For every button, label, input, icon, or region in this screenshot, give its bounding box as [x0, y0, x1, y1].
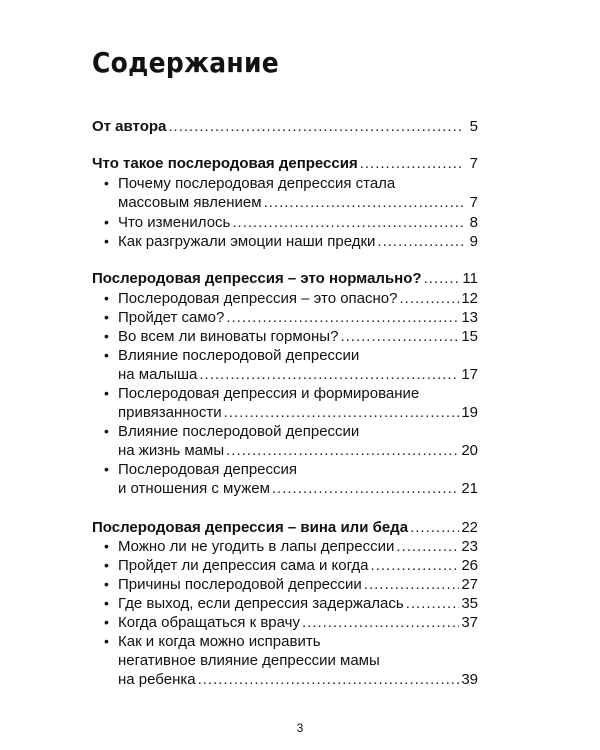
toc-entry[interactable]	[104, 575, 478, 594]
toc-entry-text: Влияние послеродовой депрессии	[118, 423, 360, 440]
toc-page-number: 39	[461, 671, 478, 688]
toc-page-number: 21	[461, 480, 478, 497]
leader-dots	[232, 213, 464, 232]
leader-dots	[199, 365, 459, 384]
toc-entry-text: Послеродовая депрессия	[118, 461, 298, 478]
toc-page-number: 11	[462, 270, 478, 287]
toc-entry-text: негативное влияние депрессии мамы	[118, 652, 380, 669]
toc-entry[interactable]	[104, 460, 478, 498]
toc-page-number: 12	[461, 290, 478, 307]
bullet-icon: •	[104, 576, 109, 592]
toc-page-number: 15	[461, 328, 478, 345]
leader-dots	[364, 575, 460, 594]
page-number: 3	[296, 721, 304, 735]
toc-page-number: 37	[461, 614, 478, 631]
toc-entry-text: Что изменилось	[118, 214, 231, 231]
toc-entry[interactable]	[104, 289, 478, 308]
bullet-icon: •	[104, 557, 109, 573]
toc-entry-text: Можно ли не угодить в лапы депрессии	[118, 538, 395, 555]
bullet-icon: •	[104, 233, 109, 249]
toc-entry-text: Причины послеродовой депрессии	[118, 576, 362, 593]
leader-dots	[168, 117, 464, 136]
toc-page-number: 17	[461, 366, 478, 383]
toc-entry-text: Пройдет само?	[118, 309, 225, 326]
bullet-icon: •	[104, 290, 109, 306]
toc-entry-text: привязанности	[118, 404, 222, 421]
toc-entry[interactable]	[104, 213, 478, 232]
toc-entry-text: на малыша	[118, 366, 198, 383]
toc-section-heading[interactable]	[92, 269, 478, 288]
bullet-icon: •	[104, 633, 109, 649]
leader-dots	[226, 441, 459, 460]
bullet-icon: •	[104, 461, 109, 477]
toc-entry-text: массовым явлением	[118, 194, 262, 211]
toc-page-number: 9	[469, 233, 478, 250]
toc-entry-text: и отношения с мужем	[118, 480, 270, 497]
toc-entry[interactable]	[104, 422, 478, 460]
toc-entry-text: Когда обращаться к врачу	[118, 614, 300, 631]
toc-page-number: 27	[461, 576, 478, 593]
toc-entry[interactable]	[104, 327, 478, 346]
page-title: Содержание	[92, 46, 280, 79]
toc-entry-text: Послеродовая депрессия – это нормально?	[92, 270, 422, 287]
leader-dots	[226, 308, 459, 327]
bullet-icon: •	[104, 175, 109, 191]
toc-entry[interactable]	[104, 537, 478, 556]
bullet-icon: •	[104, 328, 109, 344]
toc-entry[interactable]	[104, 232, 478, 251]
toc-entry[interactable]	[104, 174, 478, 212]
toc-entry[interactable]	[104, 632, 478, 689]
leader-dots	[264, 193, 464, 212]
bullet-icon: •	[104, 423, 109, 439]
toc-entry-author[interactable]	[92, 117, 478, 136]
toc-page-number: 20	[461, 442, 478, 459]
leader-dots	[424, 269, 461, 288]
toc-page-number: 7	[469, 155, 478, 172]
toc-page-number: 5	[469, 118, 478, 135]
toc-page-number: 26	[461, 557, 478, 574]
toc-entry[interactable]	[104, 384, 478, 422]
toc-entry[interactable]	[104, 346, 478, 384]
toc-entry-text: Пройдет ли депрессия сама и когда	[118, 557, 369, 574]
toc-page-number: 13	[461, 309, 478, 326]
bullet-icon: •	[104, 347, 109, 363]
toc-entry-text: на ребенка	[118, 671, 196, 688]
toc-entry[interactable]	[104, 594, 478, 613]
toc-entry-text: Почему послеродовая депрессия стала	[118, 175, 396, 192]
toc-entry-text: Влияние послеродовой депрессии	[118, 347, 360, 364]
toc-entry-text: Послеродовая депрессия – это опасно?	[118, 290, 398, 307]
toc-entry-text: Что такое послеродовая депрессия	[92, 155, 358, 172]
leader-dots	[377, 232, 464, 251]
toc-entry-text: Послеродовая депрессия – вина или беда	[92, 519, 409, 536]
toc-page-number: 8	[469, 214, 478, 231]
toc-entry-text: Послеродовая депрессия и формирование	[118, 385, 420, 402]
bullet-icon: •	[104, 595, 109, 611]
toc-entry-text: Как разгружали эмоции наши предки	[118, 233, 376, 250]
leader-dots	[371, 556, 460, 575]
toc-section-heading[interactable]	[92, 154, 478, 173]
toc-page-number: 19	[461, 404, 478, 421]
toc-page-number: 22	[461, 519, 478, 536]
toc-entry-text: Как и когда можно исправить	[118, 633, 321, 650]
toc-page-number: 7	[469, 194, 478, 211]
leader-dots	[198, 670, 460, 689]
bullet-icon: •	[104, 309, 109, 325]
toc-entry-text: Во всем ли виноваты гормоны?	[118, 328, 339, 345]
bullet-icon: •	[104, 214, 109, 230]
toc-entry[interactable]	[104, 308, 478, 327]
toc-entry-text: Где выход, если депрессия задержалась	[118, 595, 404, 612]
toc-entry[interactable]	[104, 556, 478, 575]
bullet-icon: •	[104, 614, 109, 630]
leader-dots	[400, 289, 460, 308]
bullet-icon: •	[104, 385, 109, 401]
leader-dots	[302, 613, 459, 632]
toc-page-number: 35	[461, 595, 478, 612]
leader-dots	[340, 327, 459, 346]
toc-section-heading[interactable]	[92, 518, 478, 537]
leader-dots	[406, 594, 460, 613]
bullet-icon: •	[104, 538, 109, 554]
leader-dots	[360, 154, 464, 173]
leader-dots	[410, 518, 459, 537]
toc-entry-text: От автора	[92, 118, 167, 135]
toc-entry-text: на жизнь мамы	[118, 442, 225, 459]
leader-dots	[272, 479, 459, 498]
toc-page-number: 23	[461, 538, 478, 555]
leader-dots	[224, 403, 460, 422]
leader-dots	[396, 537, 459, 556]
toc-entry[interactable]	[104, 613, 478, 632]
